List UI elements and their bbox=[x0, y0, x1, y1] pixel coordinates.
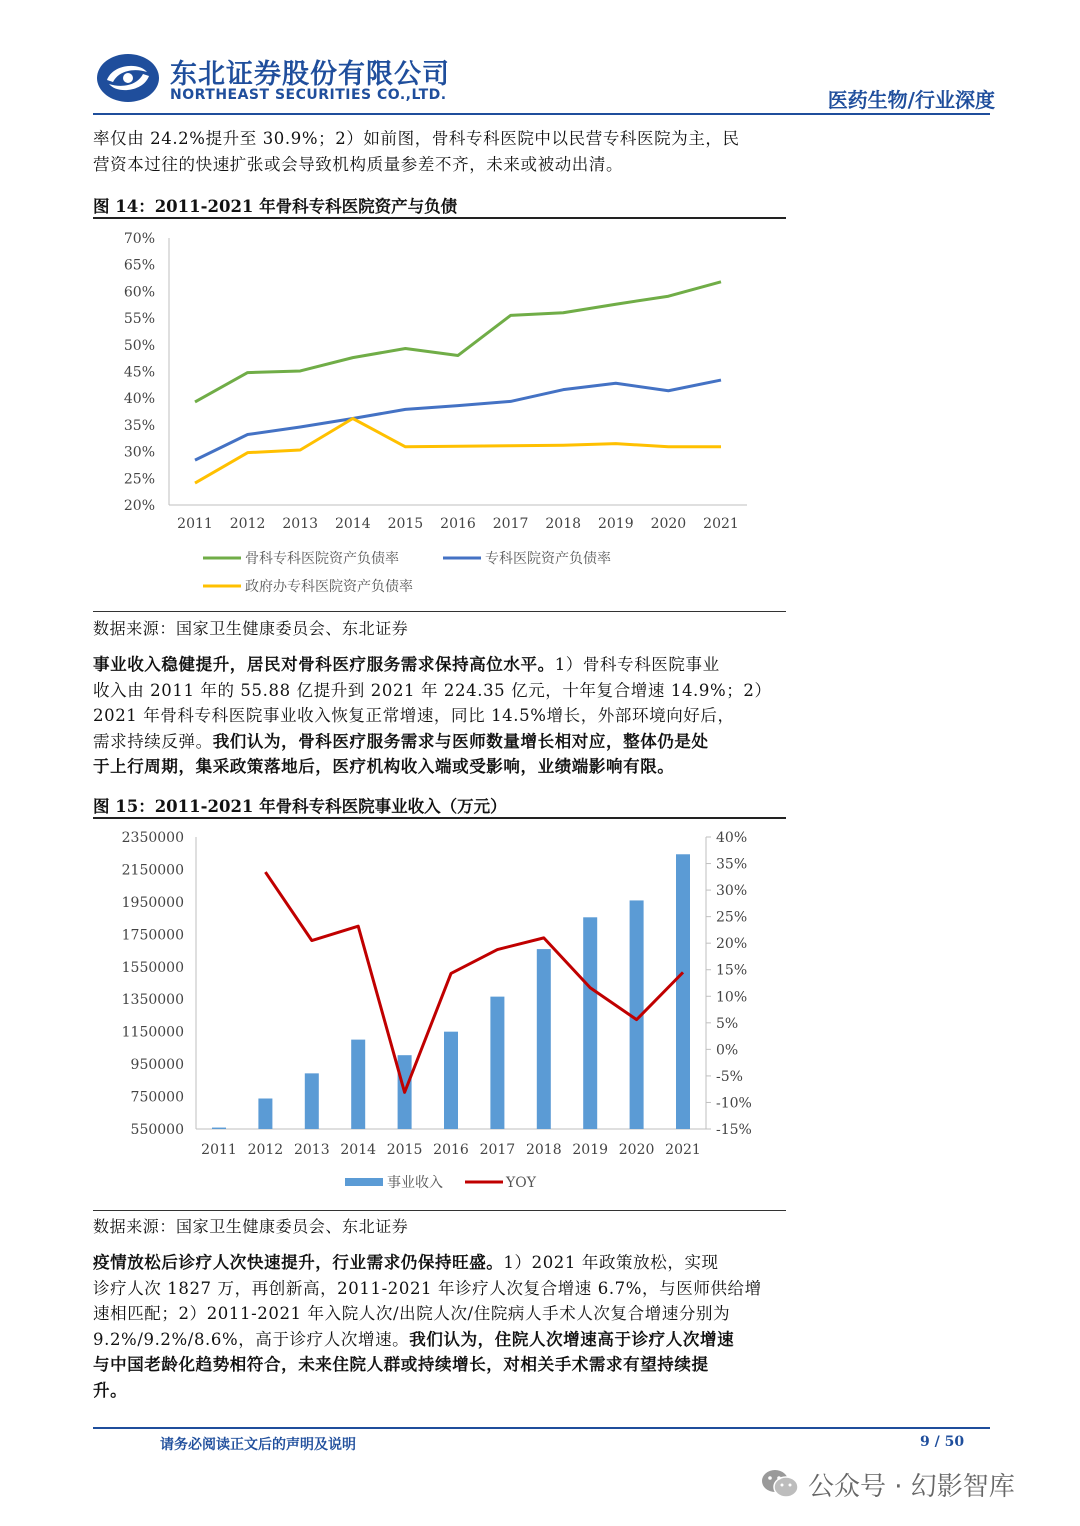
bar-2018 bbox=[537, 949, 551, 1129]
company-logo bbox=[95, 52, 161, 104]
x-tick-label: 2020 bbox=[650, 516, 687, 532]
watermark-text: 公众号 · 幻影智库 bbox=[808, 1471, 1015, 1502]
y-tick-label: 60% bbox=[123, 284, 155, 301]
y-tick-label: 1950000 bbox=[121, 894, 184, 911]
x-tick-label: 2011 bbox=[201, 1142, 237, 1158]
y2-tick-label: 40% bbox=[716, 830, 748, 846]
figure-15-title: 图 15：2011-2021 年骨科专科医院事业收入（万元） bbox=[93, 797, 507, 816]
paragraph-line: 率仅由 24.2%提升至 30.9%；2）如前图，骨科专科医院中以民营专科医院为主，民 bbox=[93, 129, 740, 148]
y2-tick-label: 15% bbox=[716, 962, 748, 979]
paragraph-bold: 于上行周期，集采政策落地后，医疗机构收入端或受影响，业绩端影响有限。 bbox=[93, 757, 675, 776]
y-tick-label: 35% bbox=[123, 417, 155, 434]
legend-label: 专科医院资产负债率 bbox=[485, 551, 611, 567]
paragraph-line bbox=[93, 1352, 783, 1378]
y-tick-label: 2150000 bbox=[121, 862, 184, 879]
x-tick-label: 2014 bbox=[334, 516, 371, 532]
x-tick-label: 2018 bbox=[525, 1142, 562, 1158]
wechat-icon bbox=[760, 1467, 800, 1501]
legend-swatch bbox=[345, 1178, 383, 1186]
bar-2016 bbox=[444, 1032, 458, 1129]
figure-15-bar-line-chart bbox=[93, 820, 786, 1210]
y2-tick-label: 0% bbox=[716, 1042, 739, 1059]
x-tick-label: 2019 bbox=[597, 516, 634, 532]
bar-2011 bbox=[212, 1128, 226, 1129]
bar-2017 bbox=[490, 997, 504, 1129]
x-tick-label: 2012 bbox=[247, 1142, 284, 1158]
legend-label: 事业收入 bbox=[387, 1175, 443, 1191]
legend-label: 骨科专科医院资产负债率 bbox=[245, 551, 399, 567]
paragraph-bold: 我们认为，住院人次增速高于诊疗人次增速 bbox=[409, 1329, 735, 1349]
y2-tick-label: 35% bbox=[716, 856, 748, 873]
y2-tick-label: 30% bbox=[716, 883, 748, 900]
x-tick-label: 2013 bbox=[282, 516, 319, 532]
bar-2012 bbox=[258, 1099, 272, 1129]
y-tick-label: 1150000 bbox=[121, 1024, 184, 1041]
bar-2019 bbox=[583, 917, 597, 1129]
legend-label: 政府办专科医院资产负债率 bbox=[245, 579, 413, 595]
figure-15-top-rule bbox=[93, 817, 786, 819]
page-number: 9 / 50 bbox=[920, 1434, 965, 1450]
paragraph-bold: 疫情放松后诊疗人次快速提升，行业需求仍保持旺盛。 bbox=[93, 1253, 504, 1272]
x-tick-label: 2019 bbox=[572, 1142, 609, 1158]
company-name-en: NORTHEAST SECURITIES CO.,LTD. bbox=[170, 87, 447, 103]
bar-2021 bbox=[676, 854, 690, 1129]
y-tick-label: 70% bbox=[123, 231, 155, 247]
footer-disclaimer: 请务必阅读正文后的声明及说明 bbox=[160, 1437, 356, 1453]
x-tick-label: 2017 bbox=[479, 1142, 516, 1158]
x-tick-label: 2013 bbox=[293, 1142, 330, 1158]
paragraph-line: 2021 年骨科专科医院事业收入恢复正常增速，同比 14.5%增长，外部环境向好后， bbox=[93, 706, 735, 725]
footer-rule bbox=[93, 1427, 990, 1429]
paragraph-bold: 我们认为，骨科医疗服务需求与医师数量增长相对应，整体仍是处 bbox=[212, 731, 709, 751]
section-tag: 医药生物/行业深度 bbox=[827, 88, 995, 112]
x-tick-label: 2020 bbox=[618, 1142, 655, 1158]
figure-15-bottom-rule bbox=[93, 1210, 786, 1211]
x-tick-label: 2015 bbox=[387, 516, 424, 532]
y-tick-label: 25% bbox=[123, 471, 155, 488]
y2-tick-label: 20% bbox=[716, 936, 748, 953]
series-line-3 bbox=[195, 418, 721, 483]
y-tick-label: 750000 bbox=[130, 1089, 184, 1106]
y-tick-label: 1350000 bbox=[121, 992, 184, 1009]
series-line-1 bbox=[195, 282, 721, 402]
paragraph-line: 速相匹配；2）2011-2021 年入院人次/出院人次/住院病人手术人次复合增速分别为 bbox=[93, 1304, 731, 1323]
y-tick-label: 45% bbox=[123, 364, 155, 381]
paragraph-text: 1）2021 年政策放松，实现 bbox=[503, 1253, 719, 1272]
y2-tick-label: 25% bbox=[716, 909, 748, 926]
x-tick-label: 2015 bbox=[386, 1142, 423, 1158]
watermark bbox=[760, 1466, 1015, 1502]
paragraph-text: 1）骨科专科医院事业 bbox=[554, 655, 720, 674]
x-tick-label: 2021 bbox=[703, 516, 739, 532]
series-line-2 bbox=[195, 380, 721, 460]
paragraph-bottom bbox=[93, 1250, 783, 1403]
paragraph-line bbox=[93, 754, 783, 780]
paragraph-line bbox=[93, 1250, 783, 1276]
y-tick-label: 40% bbox=[123, 391, 155, 408]
y2-tick-label: -5% bbox=[716, 1068, 743, 1085]
figure-14-line-chart bbox=[93, 220, 786, 610]
y-tick-label: 1550000 bbox=[121, 959, 184, 976]
y-tick-label: 50% bbox=[123, 337, 155, 354]
bar-2013 bbox=[305, 1073, 319, 1129]
y-tick-label: 65% bbox=[123, 257, 155, 274]
x-tick-label: 2014 bbox=[340, 1142, 377, 1158]
bar-2014 bbox=[351, 1040, 365, 1129]
legend-label: YOY bbox=[506, 1175, 536, 1191]
paragraph-line bbox=[93, 1378, 783, 1404]
figure-14-title: 图 14：2011-2021 年骨科专科医院资产与负债 bbox=[93, 197, 458, 216]
y2-tick-label: 10% bbox=[716, 989, 748, 1006]
figure-14-bottom-rule bbox=[93, 611, 786, 612]
y2-tick-label: -10% bbox=[716, 1095, 752, 1112]
paragraph-bold: 事业收入稳健提升，居民对骨科医疗服务需求保持高位水平。 bbox=[93, 655, 555, 674]
paragraph-bold: 与中国老龄化趋势相符合，未来住院人群或持续增长，对相关手术需求有望持续提 bbox=[93, 1355, 709, 1374]
y-tick-label: 1750000 bbox=[121, 927, 184, 944]
y2-tick-label: -15% bbox=[716, 1122, 752, 1138]
figure-15-source: 数据来源：国家卫生健康委员会、东北证券 bbox=[93, 1217, 409, 1236]
paragraph-line bbox=[93, 1327, 783, 1353]
y2-tick-label: 5% bbox=[716, 1015, 739, 1032]
paragraph-line: 收入由 2011 年的 55.88 亿提升到 2021 年 224.35 亿元，十年复合增速 14.9%；2） bbox=[93, 680, 772, 700]
header-rule bbox=[93, 113, 990, 115]
figure-14-source: 数据来源：国家卫生健康委员会、东北证券 bbox=[93, 619, 409, 638]
yoy-line bbox=[265, 872, 683, 1092]
figure-14-top-rule bbox=[93, 217, 786, 219]
paragraph-middle bbox=[93, 652, 783, 780]
y-tick-label: 20% bbox=[123, 498, 155, 514]
x-tick-label: 2017 bbox=[492, 516, 529, 532]
paragraph-text: 9.2%/9.2%/8.6%，高于诊疗人次增速。 bbox=[93, 1329, 410, 1349]
x-tick-label: 2018 bbox=[545, 516, 582, 532]
paragraph-bold: 升。 bbox=[93, 1380, 128, 1400]
y-tick-label: 2350000 bbox=[121, 830, 184, 846]
x-tick-label: 2016 bbox=[440, 516, 476, 532]
paragraph-line bbox=[93, 652, 783, 678]
x-tick-label: 2021 bbox=[665, 1142, 701, 1158]
paragraph-line: 诊疗人次 1827 万，再创新高，2011-2021 年诊疗人次复合增速 6.7%，与医师供给增 bbox=[93, 1278, 762, 1298]
y-tick-label: 550000 bbox=[130, 1122, 184, 1138]
x-tick-label: 2012 bbox=[229, 516, 266, 532]
x-tick-label: 2011 bbox=[177, 516, 213, 532]
paragraph-line: 营资本过往的快速扩张或会导致机构质量参差不齐，未来或被动出清。 bbox=[93, 154, 624, 174]
paragraph-line bbox=[93, 729, 783, 755]
paragraph-text: 需求持续反弹。 bbox=[93, 731, 213, 751]
x-tick-label: 2016 bbox=[433, 1142, 469, 1158]
y-tick-label: 55% bbox=[123, 311, 155, 328]
y-tick-label: 30% bbox=[123, 444, 155, 461]
paragraph-top bbox=[93, 126, 783, 177]
company-name-cn: 东北证券股份有限公司 bbox=[170, 59, 450, 90]
y-tick-label: 950000 bbox=[130, 1057, 184, 1074]
